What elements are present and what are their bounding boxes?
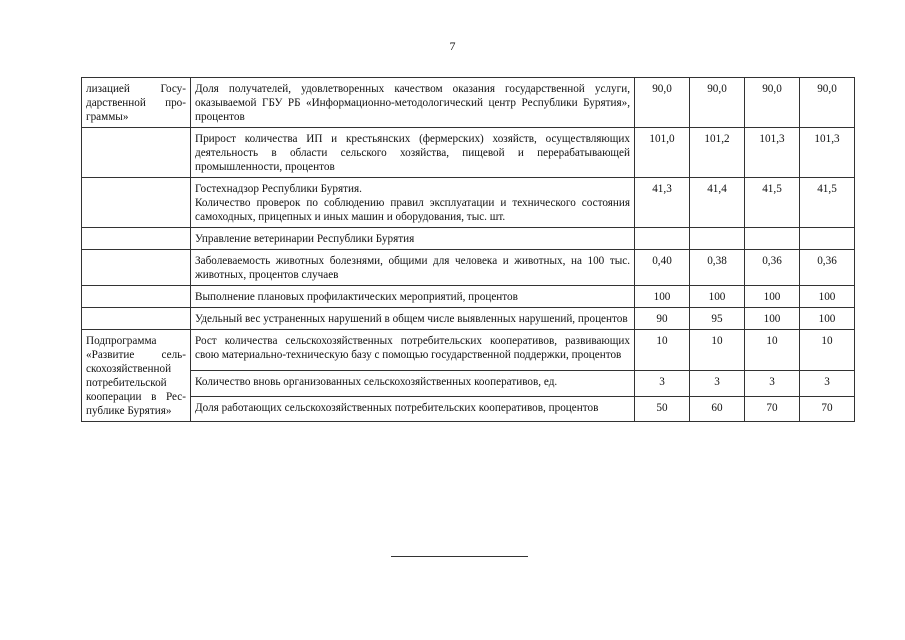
table-row <box>82 128 855 178</box>
value-cell: 10 <box>745 330 800 371</box>
indicator-line: Гостехнадзор Республики Бурятия. <box>195 183 362 195</box>
program-cell-empty <box>82 228 191 250</box>
program-line: граммы» <box>86 111 129 123</box>
value-cell: 3 <box>800 371 855 396</box>
table-row <box>82 228 855 250</box>
indicator-cell: Управление ветеринарии Республики Бурятия <box>191 228 635 250</box>
value-cell: 100 <box>800 308 855 330</box>
value-cell <box>800 228 855 250</box>
value-cell: 90,0 <box>690 78 745 128</box>
value-cell: 100 <box>745 286 800 308</box>
program-cell <box>82 78 191 128</box>
value-cell: 41,5 <box>800 178 855 228</box>
program-cell-empty <box>82 308 191 330</box>
value-cell: 3 <box>745 371 800 396</box>
table-row <box>82 330 855 371</box>
value-cell: 0,36 <box>800 250 855 286</box>
indicator-cell: Доля работающих сельскохозяйственных потребительских кооперативов, процентов <box>191 396 635 421</box>
program-line: лизацией Госу- <box>86 83 186 95</box>
value-cell: 3 <box>635 371 690 396</box>
value-cell: 100 <box>800 286 855 308</box>
program-line: дарственной про- <box>86 97 186 109</box>
indicators-table <box>81 77 855 422</box>
value-cell: 70 <box>745 396 800 421</box>
value-cell: 100 <box>745 308 800 330</box>
program-line: скохозяйственной <box>86 363 172 375</box>
value-cell: 50 <box>635 396 690 421</box>
indicator-cell: Количество вновь организованных сельскохозяйственных кооперативов, ед. <box>191 371 635 396</box>
table-row <box>82 371 855 396</box>
indicator-cell: Прирост количества ИП и крестьянских (фермерских) хозяйств, осуществляющих деятельность в области сельского хозяйства, пищевой и перерабатывающей промышленности, процентов <box>191 128 635 178</box>
table-row <box>82 78 855 128</box>
value-cell: 10 <box>635 330 690 371</box>
value-cell: 10 <box>690 330 745 371</box>
value-cell: 0,40 <box>635 250 690 286</box>
value-cell: 101,2 <box>690 128 745 178</box>
program-line: потребительской <box>86 377 167 389</box>
table-row <box>82 396 855 421</box>
value-cell: 90 <box>635 308 690 330</box>
value-cell <box>745 228 800 250</box>
indicator-cell: Доля получателей, удовлетворенных качеством оказания государственной услуги, оказываемой ГБУ РБ «Информационно-методологический центр Республики Бурятия», процентов <box>191 78 635 128</box>
indicator-cell: Заболеваемость животных болезнями, общими для человека и животных, на 100 тыс. животных, процентов случаев <box>191 250 635 286</box>
indicator-cell: Рост количества сельскохозяйственных потребительских кооперативов, развивающих свою материально-техническую базу с помощью государственной поддержки, процентов <box>191 330 635 371</box>
value-cell: 41,5 <box>745 178 800 228</box>
value-cell: 90,0 <box>745 78 800 128</box>
value-cell <box>690 228 745 250</box>
program-line: Подпрограмма <box>86 335 157 347</box>
value-cell: 100 <box>635 286 690 308</box>
program-cell-empty <box>82 178 191 228</box>
value-cell: 10 <box>800 330 855 371</box>
value-cell: 0,38 <box>690 250 745 286</box>
value-cell: 101,0 <box>635 128 690 178</box>
table-row <box>82 178 855 228</box>
table-row <box>82 250 855 286</box>
value-cell: 0,36 <box>745 250 800 286</box>
value-cell: 101,3 <box>745 128 800 178</box>
value-cell: 100 <box>690 286 745 308</box>
program-line: публике Бурятия» <box>86 405 172 417</box>
indicator-cell: Выполнение плановых профилактических мероприятий, процентов <box>191 286 635 308</box>
program-cell-empty <box>82 286 191 308</box>
value-cell: 101,3 <box>800 128 855 178</box>
page-number: 7 <box>449 39 456 53</box>
program-line: кооперации в Рес- <box>86 391 186 403</box>
value-cell <box>635 228 690 250</box>
indicator-cell <box>191 178 635 228</box>
program-line: «Развитие сель- <box>86 349 186 361</box>
subprogram-cell <box>82 330 191 422</box>
value-cell: 70 <box>800 396 855 421</box>
program-cell-empty <box>82 128 191 178</box>
value-cell: 90,0 <box>635 78 690 128</box>
value-cell: 95 <box>690 308 745 330</box>
indicator-cell: Удельный вес устраненных нарушений в общем числе выявленных нарушений, процентов <box>191 308 635 330</box>
indicator-line: Количество проверок по соблюдению правил эксплуатации и технического состояния самоходных, прицепных и иных машин и оборудования, тыс. шт. <box>195 197 630 223</box>
footnote-divider <box>391 556 528 557</box>
value-cell: 90,0 <box>800 78 855 128</box>
value-cell: 3 <box>690 371 745 396</box>
program-cell-empty <box>82 250 191 286</box>
value-cell: 41,4 <box>690 178 745 228</box>
value-cell: 41,3 <box>635 178 690 228</box>
table-row <box>82 308 855 330</box>
value-cell: 60 <box>690 396 745 421</box>
table-row <box>82 286 855 308</box>
